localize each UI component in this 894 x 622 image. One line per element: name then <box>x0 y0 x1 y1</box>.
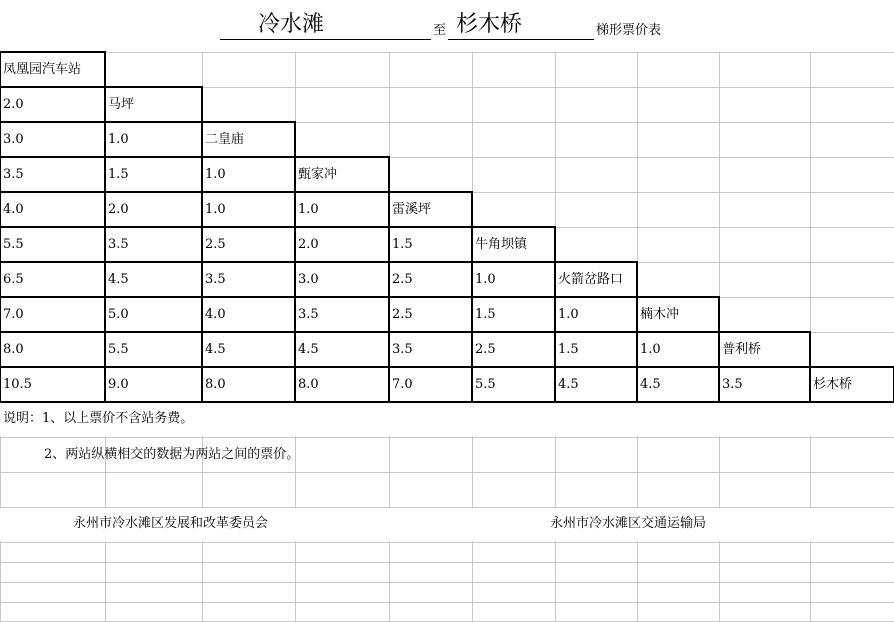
fare-cell: 8.0 <box>3 342 24 357</box>
fare-cell: 3.0 <box>3 132 24 147</box>
diagonal-top-border <box>0 51 106 53</box>
diagonal-top-border <box>472 226 556 228</box>
title-from-underline <box>220 39 431 40</box>
station-name-cell: 凤凰园汽车站 <box>3 62 82 77</box>
cell-vertical-border <box>388 367 390 402</box>
cell-vertical-border <box>294 297 296 332</box>
row-border <box>0 401 894 403</box>
gridline-horizontal <box>0 542 894 543</box>
fare-cell: 4.0 <box>3 202 24 217</box>
cell-vertical-border <box>201 122 203 157</box>
cell-vertical-border <box>201 87 203 122</box>
fare-cell: 1.0 <box>108 132 129 147</box>
station-name-cell: 二皇庙 <box>205 132 245 147</box>
cell-vertical-border <box>0 52 1 87</box>
fare-cell: 2.5 <box>205 237 226 252</box>
cell-vertical-border <box>554 262 556 297</box>
cell-vertical-border <box>104 192 106 227</box>
cell-vertical-border <box>471 227 473 262</box>
note-line-2: 2、两站纵横相交的数据为两站之间的票价。 <box>44 447 300 462</box>
cell-vertical-border <box>388 262 390 297</box>
cell-vertical-border <box>388 227 390 262</box>
cell-vertical-border <box>294 227 296 262</box>
fare-cell: 7.0 <box>3 307 24 322</box>
gridline-horizontal <box>0 52 894 53</box>
fare-cell: 7.0 <box>392 377 413 392</box>
cell-vertical-border <box>0 297 1 332</box>
cell-vertical-border <box>294 122 296 157</box>
row-border <box>0 366 811 368</box>
cell-vertical-border <box>388 297 390 332</box>
fare-cell: 2.5 <box>475 342 496 357</box>
fare-cell: 2.0 <box>298 237 319 252</box>
cell-vertical-border <box>554 332 556 367</box>
fare-cell: 4.5 <box>558 377 579 392</box>
row-border <box>0 296 638 298</box>
cell-vertical-border <box>0 262 1 297</box>
fare-cell: 8.0 <box>205 377 226 392</box>
fare-cell: 1.0 <box>205 202 226 217</box>
cell-vertical-border <box>201 262 203 297</box>
diagonal-top-border <box>810 366 894 368</box>
title-to-station: 杉木桥 <box>456 12 523 37</box>
cell-vertical-border <box>201 192 203 227</box>
fare-cell: 1.5 <box>558 342 579 357</box>
cell-vertical-border <box>809 332 811 367</box>
fare-cell: 1.0 <box>640 342 661 357</box>
fare-cell: 9.0 <box>108 377 129 392</box>
note-line-1: 说明：1、以上票价不含站务费。 <box>3 411 194 426</box>
fare-cell: 2.5 <box>392 307 413 322</box>
cell-vertical-border <box>554 227 556 262</box>
station-name-cell: 牛角坝镇 <box>475 237 528 252</box>
cell-vertical-border <box>0 157 1 192</box>
cell-vertical-border <box>636 297 638 332</box>
gridline-horizontal <box>0 582 894 583</box>
diagonal-top-border <box>719 331 811 333</box>
row-border <box>0 331 720 333</box>
fare-cell: 5.0 <box>108 307 129 322</box>
cell-vertical-border <box>201 157 203 192</box>
cell-vertical-border <box>0 227 1 262</box>
cell-vertical-border <box>554 367 556 402</box>
fare-cell: 2.0 <box>108 202 129 217</box>
footer-right-org: 永州市冷水滩区交通运输局 <box>550 516 707 531</box>
fare-cell: 1.0 <box>558 307 579 322</box>
cell-vertical-border <box>388 157 390 192</box>
fare-cell: 3.5 <box>392 342 413 357</box>
row-border <box>0 86 106 88</box>
cell-vertical-border <box>104 122 106 157</box>
cell-vertical-border <box>0 87 1 122</box>
cell-vertical-border <box>104 297 106 332</box>
row-border <box>0 156 296 158</box>
cell-vertical-border <box>201 332 203 367</box>
fare-cell: 1.0 <box>298 202 319 217</box>
cell-vertical-border <box>554 297 556 332</box>
cell-vertical-border <box>104 87 106 122</box>
fare-cell: 4.5 <box>640 377 661 392</box>
fare-cell: 3.5 <box>205 272 226 287</box>
fare-cell: 8.0 <box>298 377 319 392</box>
cell-vertical-border <box>718 367 720 402</box>
station-name-cell: 普利桥 <box>722 342 762 357</box>
cell-vertical-border <box>0 122 1 157</box>
cell-vertical-border <box>471 367 473 402</box>
diagonal-top-border <box>202 121 296 123</box>
cell-vertical-border <box>718 297 720 332</box>
station-name-cell: 马坪 <box>108 97 135 112</box>
cell-vertical-border <box>201 227 203 262</box>
cell-vertical-border <box>104 262 106 297</box>
cell-vertical-border <box>471 297 473 332</box>
station-name-cell: 杉木桥 <box>813 377 853 392</box>
cell-vertical-border <box>0 192 1 227</box>
gridline-horizontal <box>0 472 894 473</box>
row-border <box>0 121 203 123</box>
diagonal-top-border <box>295 156 390 158</box>
fare-cell: 2.0 <box>3 97 24 112</box>
fare-cell: 1.5 <box>108 167 129 182</box>
title-suffix: 梯形票价表 <box>596 23 662 38</box>
fare-cell: 6.5 <box>3 272 24 287</box>
cell-vertical-border <box>471 262 473 297</box>
fare-cell: 3.5 <box>298 307 319 322</box>
cell-vertical-border <box>294 367 296 402</box>
gridline-horizontal <box>0 602 894 603</box>
cell-vertical-border <box>294 262 296 297</box>
gridline-horizontal <box>0 437 894 438</box>
cell-vertical-border <box>636 262 638 297</box>
cell-vertical-border <box>388 192 390 227</box>
fare-cell: 3.5 <box>108 237 129 252</box>
diagonal-top-border <box>555 261 638 263</box>
row-border <box>0 191 390 193</box>
fare-cell: 1.5 <box>392 237 413 252</box>
cell-vertical-border <box>636 367 638 402</box>
cell-vertical-border <box>201 297 203 332</box>
cell-vertical-border <box>471 192 473 227</box>
fare-cell: 4.5 <box>108 272 129 287</box>
station-name-cell: 雷溪坪 <box>392 202 432 217</box>
fare-cell: 1.0 <box>475 272 496 287</box>
cell-vertical-border <box>104 52 106 87</box>
cell-vertical-border <box>294 192 296 227</box>
cell-vertical-border <box>0 332 1 367</box>
gridline-horizontal <box>0 562 894 563</box>
station-name-cell: 甄家冲 <box>298 167 338 182</box>
fare-cell: 10.5 <box>3 377 32 392</box>
title-connector: 至 <box>433 23 447 38</box>
fare-cell: 4.5 <box>205 342 226 357</box>
cell-vertical-border <box>104 332 106 367</box>
cell-vertical-border <box>388 332 390 367</box>
cell-vertical-border <box>471 332 473 367</box>
fare-cell: 1.0 <box>205 167 226 182</box>
footer-left-org: 永州市冷水滩区发展和改革委员会 <box>73 516 269 531</box>
fare-cell: 4.0 <box>205 307 226 322</box>
fare-cell: 1.5 <box>475 307 496 322</box>
cell-vertical-border <box>201 367 203 402</box>
diagonal-top-border <box>637 296 720 298</box>
cell-vertical-border <box>104 157 106 192</box>
fare-cell: 3.5 <box>3 167 24 182</box>
cell-vertical-border <box>718 332 720 367</box>
title-from-station: 冷水滩 <box>258 12 325 37</box>
title-to-underline <box>448 39 594 40</box>
fare-cell: 2.5 <box>392 272 413 287</box>
fare-cell: 5.5 <box>3 237 24 252</box>
cell-vertical-border <box>636 332 638 367</box>
cell-vertical-border <box>294 332 296 367</box>
diagonal-top-border <box>389 191 473 193</box>
cell-vertical-border <box>104 367 106 402</box>
station-name-cell: 火箭岔路口 <box>558 272 624 287</box>
cell-vertical-border <box>809 367 811 402</box>
row-border <box>0 226 473 228</box>
fare-cell: 5.5 <box>475 377 496 392</box>
station-name-cell: 楠木冲 <box>640 307 680 322</box>
fare-cell: 4.5 <box>298 342 319 357</box>
cell-vertical-border <box>294 157 296 192</box>
fare-cell: 3.0 <box>298 272 319 287</box>
cell-vertical-border <box>104 227 106 262</box>
cell-vertical-border <box>0 367 1 402</box>
diagonal-top-border <box>105 86 203 88</box>
fare-cell: 3.5 <box>722 377 743 392</box>
fare-cell: 5.5 <box>108 342 129 357</box>
